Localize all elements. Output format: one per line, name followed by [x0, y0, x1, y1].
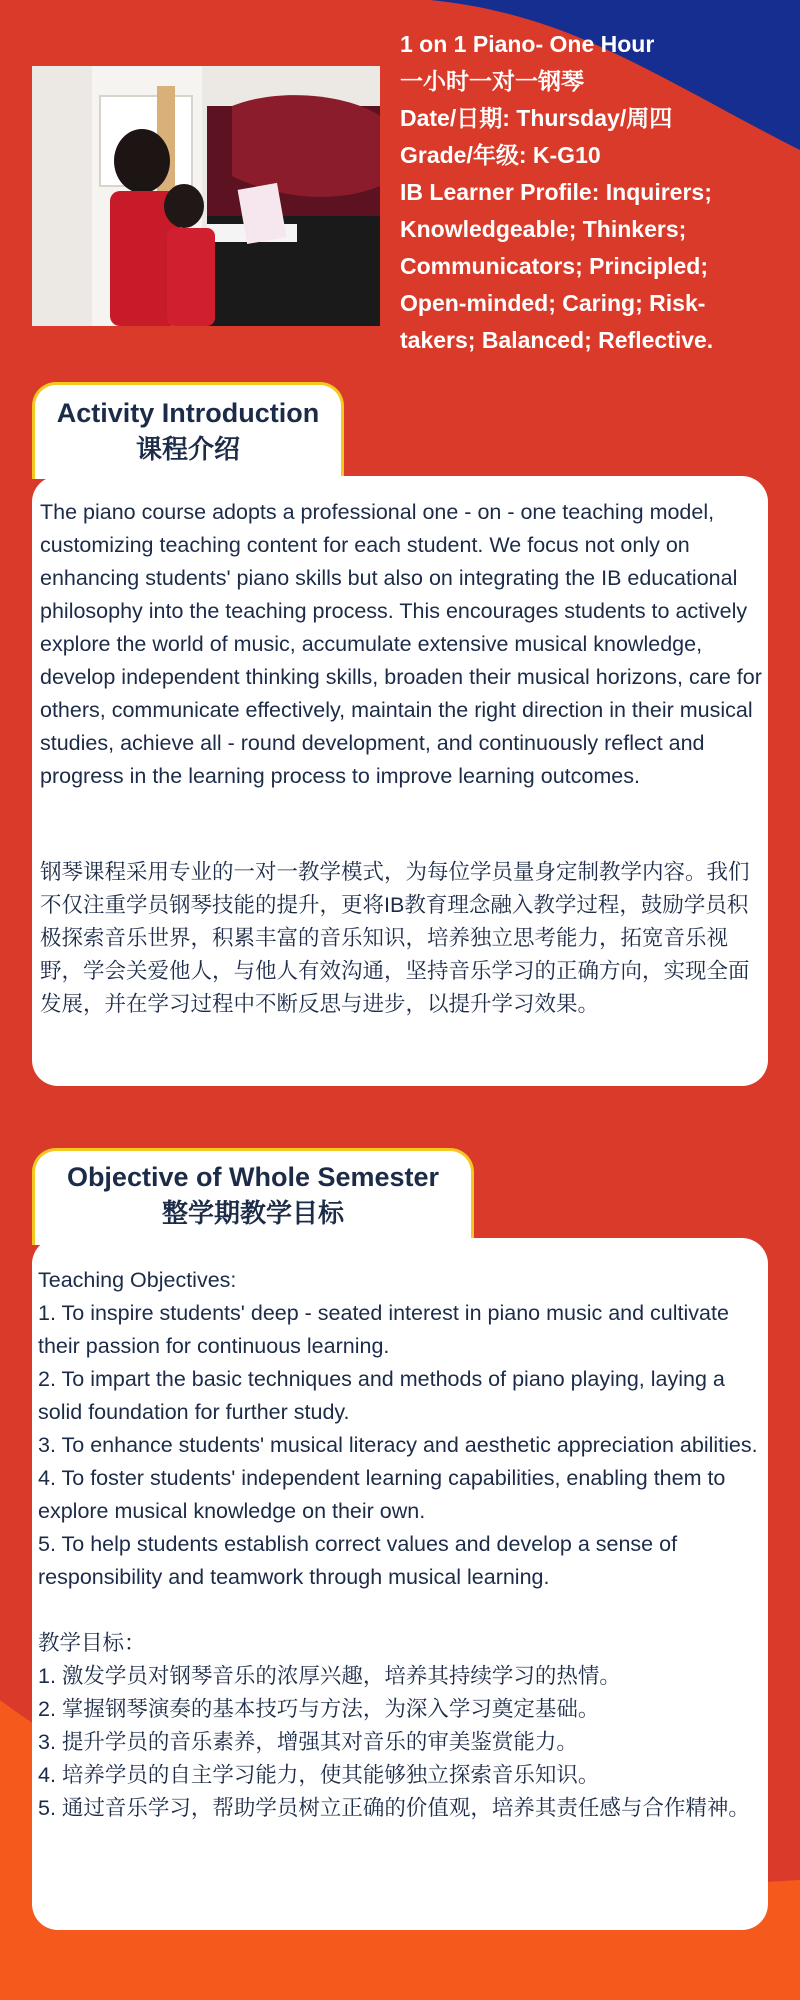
ib-learner-profile: IB Learner Profile: Inquirers; Knowledgeable; Thinkers; Communicators; Principled; Open-minded; Caring; Risk-takers; Balanced; Reflective.	[400, 179, 714, 353]
objectives-title-zh: 整学期教学目标	[161, 1198, 344, 1228]
intro-tab	[32, 382, 344, 479]
course-title-zh: 一小时一对一钢琴	[400, 68, 584, 94]
objective-item-en: 5. To help students establish correct values and develop a sense of responsibility and teamwork through musical learning.	[38, 1532, 678, 1589]
course-header	[400, 26, 780, 359]
intro-card	[32, 476, 768, 1086]
objectives-card	[32, 1238, 768, 1930]
objective-item-zh: 2. 掌握钢琴演奏的基本技巧与方法，为深入学习奠定基础。	[38, 1697, 600, 1721]
intro-text-en: The piano course adopts a professional one - on - one teaching model, customizing teaching content for each student. We focus not only on enhancing students' piano skills but also on integrating the IB educational philosophy into the teaching process. This encourages students to actively explore the world of music, accumulate extensive musical knowledge, develop independent thinking skills, broaden their musical horizons, care for others, communicate effectively, maintain the right direction in their musical studies, achieve all - round development, and continuously reflect and progress in the learning process to improve learning outcomes.	[40, 500, 762, 788]
intro-title-en: Activity Introduction	[56, 398, 320, 428]
objective-item-zh: 4. 培养学员的自主学习能力，使其能够独立探索音乐知识。	[38, 1763, 600, 1787]
objective-item-en: 2. To impart the basic techniques and methods of piano playing, laying a solid foundation for further study.	[38, 1367, 725, 1424]
course-title-en: 1 on 1 Piano- One Hour	[400, 31, 655, 57]
objective-item-en: 3. To enhance students' musical literacy and aesthetic appreciation abilities.	[38, 1433, 758, 1457]
course-date: Date/日期: Thursday/周四	[400, 105, 673, 131]
objectives-title-en: Objective of Whole Semester	[66, 1162, 440, 1192]
objectives-heading-en: Teaching Objectives:	[38, 1268, 237, 1292]
piano-lesson-photo	[32, 66, 380, 326]
objective-item-zh: 5. 通过音乐学习，帮助学员树立正确的价值观，培养其责任感与合作精神。	[38, 1796, 750, 1820]
intro-title-zh: 课程介绍	[135, 434, 240, 464]
objectives-tab	[32, 1148, 474, 1245]
objectives-list	[38, 1264, 762, 1825]
intro-text-zh: 钢琴课程采用专业的一对一教学模式，为每位学员量身定制教学内容。我们不仅注重学员钢琴技能的提升，更将IB教育理念融入教学过程，鼓励学员积极探索音乐世界，积累丰富的音乐知识，培养独立思考能力，拓宽音乐视野，学会关爱他人，与他人有效沟通，坚持音乐学习的正确方向，实现全面发展，并在学习过程中不断反思与进步，以提升学习效果。	[40, 860, 750, 1016]
course-grade: Grade/年级: K-G10	[400, 142, 601, 168]
objective-item-zh: 3. 提升学员的音乐素养，增强其对音乐的审美鉴赏能力。	[38, 1730, 578, 1754]
objectives-heading-zh: 教学目标：	[38, 1631, 146, 1655]
photo-illustration	[32, 66, 380, 326]
objective-item-zh: 1. 激发学员对钢琴音乐的浓厚兴趣，培养其持续学习的热情。	[38, 1664, 621, 1688]
spacer	[38, 1594, 762, 1627]
objective-item-en: 4. To foster students' independent learning capabilities, enabling them to explore musical knowledge on their own.	[38, 1466, 726, 1523]
objective-item-en: 1. To inspire students' deep - seated interest in piano music and cultivate their passion for continuous learning.	[38, 1301, 729, 1358]
